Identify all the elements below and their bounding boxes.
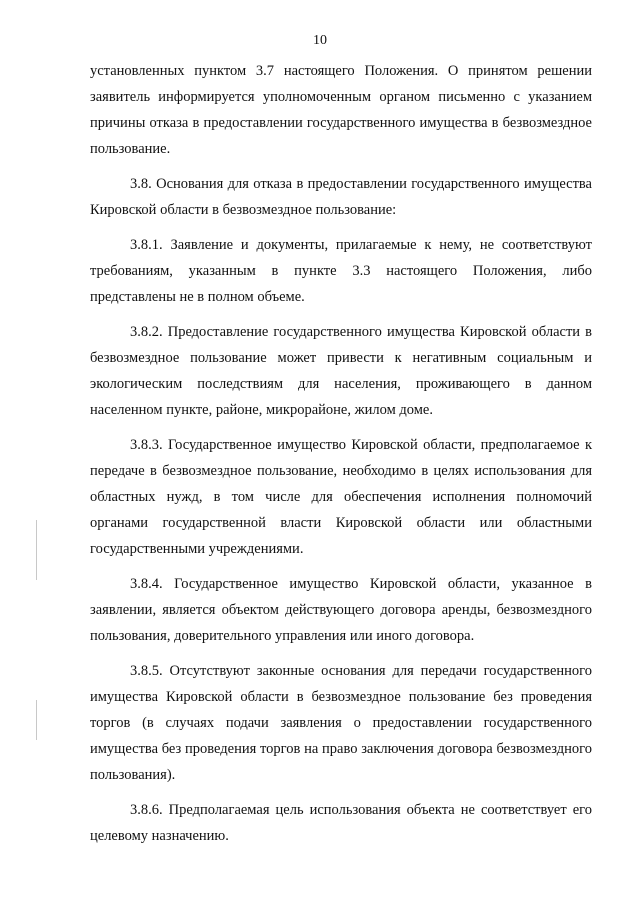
paragraph-3-8-2: 3.8.2. Предоставление государственного имущества Кировской области в безвозмездное пользование может привести к негативным социальным и экологическим последствиям для населения, проживающего в данном населенном пункте, районе, микрорайоне, жилом доме.: [90, 324, 592, 418]
paragraph-continuation: установленных пунктом 3.7 настоящего Положения. О принятом решении заявитель информируется уполномоченным органом письменно с указанием причины отказа в предоставлении государственного имущества в безвозмездное пользование.: [90, 63, 592, 157]
document-body: [90, 58, 592, 849]
paragraph-3-8-3: 3.8.3. Государственное имущество Кировской области, предполагаемое к передаче в безвозмездное пользование, необходимо в целях использования для областных нужд, в том числе для обеспечения исполнения полномочий органами государственной власти Кировской области или областными государственными учреждениями.: [90, 437, 592, 557]
paragraph-3-8-1: 3.8.1. Заявление и документы, прилагаемые к нему, не соответствуют требованиям, указанным в пункте 3.3 настоящего Положения, либо представлены не в полном объеме.: [90, 237, 592, 305]
scan-artifact: [36, 520, 37, 580]
paragraph-3-8-4: 3.8.4. Государственное имущество Кировской области, указанное в заявлении, является объектом действующего договора аренды, безвозмездного пользования, доверительного управления или иного договора.: [90, 576, 592, 644]
paragraph-3-8-6: 3.8.6. Предполагаемая цель использования объекта не соответствует его целевому назначению.: [90, 802, 592, 844]
paragraph-3-8: 3.8. Основания для отказа в предоставлении государственного имущества Кировской области в безвозмездное пользование:: [90, 176, 592, 218]
page-number: 10: [313, 33, 327, 48]
scan-artifact: [36, 700, 37, 740]
paragraph-3-8-5: 3.8.5. Отсутствуют законные основания для передачи государственного имущества Кировской области в безвозмездное пользование без проведения торгов (в случаях подачи заявления о предоставлении государственного имущества без проведения торгов на право заключения договора безвозмездного пользования).: [90, 663, 592, 783]
